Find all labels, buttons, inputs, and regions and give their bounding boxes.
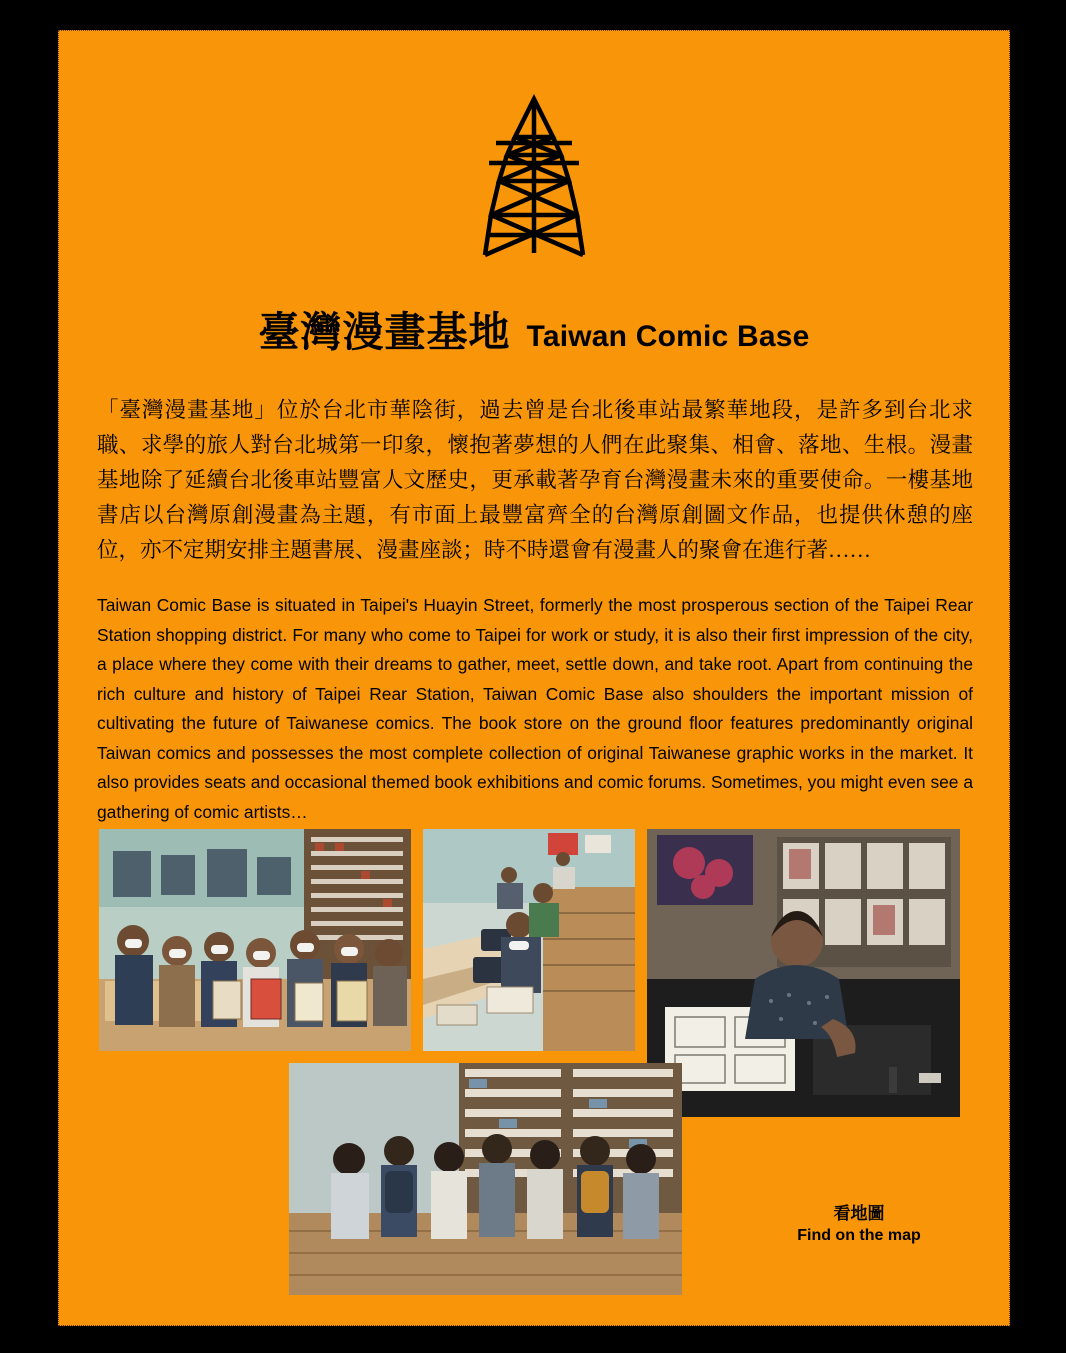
page-title-en: Taiwan Comic Base xyxy=(526,320,810,353)
logo-container xyxy=(59,93,1009,261)
page-title xyxy=(59,299,1009,358)
description-en: Taiwan Comic Base is situated in Taipei's Huayin Street, formerly the most prosperous section of the Taipei Rear Station shopping district. For many who come to Taipei for work or study, it is also their first impression of the city, a place where they come with their dreams to gather, meet, settle down, and take root. Apart from continuing the rich culture and history of Taipei Rear Station, Taiwan Comic Base also shoulders the important mission of cultivating the future of Taiwanese comics. The book store on the ground floor features predominantly original Taiwan comics and possesses the most complete collection of original Taiwanese graphic works in the market. It also provides seats and occasional themed book exhibitions and comic forums. Sometimes, you might even see a gathering of comic artists… xyxy=(97,595,973,822)
description-zh: 「臺灣漫畫基地」位於台北市華陰街，過去曾是台北後車站最繁華地段，是許多到台北求職、求學的旅人對台北城第一印象，懷抱著夢想的人們在此聚集、相會、落地、生根。漫畫基地除了延續台北後車站豐富人文歷史，更承載著孕育台灣漫畫未來的重要使命。一樓基地書店以台灣原創漫畫為主題，有市面上最豐富齊全的台灣原創圖文作品，也提供休憩的座位，亦不定期安排主題書展、漫畫座談；時不時還會有漫畫人的聚會在進行著…… xyxy=(97,397,973,562)
find-on-map-label-zh: 看地圖 xyxy=(833,1204,885,1223)
photo-reading-tables xyxy=(423,829,635,1051)
photo-bookstore-crowd xyxy=(289,1063,682,1295)
find-on-map-label-en: Find on the map xyxy=(797,1227,921,1244)
poster-page xyxy=(58,30,1010,1326)
transmission-tower-icon xyxy=(479,93,589,261)
photo-group-visit xyxy=(99,829,411,1051)
page-title-zh: 臺灣漫畫基地 xyxy=(258,309,511,355)
find-on-map-link[interactable] xyxy=(759,1203,959,1247)
photo-artist-drawing xyxy=(647,829,960,1117)
